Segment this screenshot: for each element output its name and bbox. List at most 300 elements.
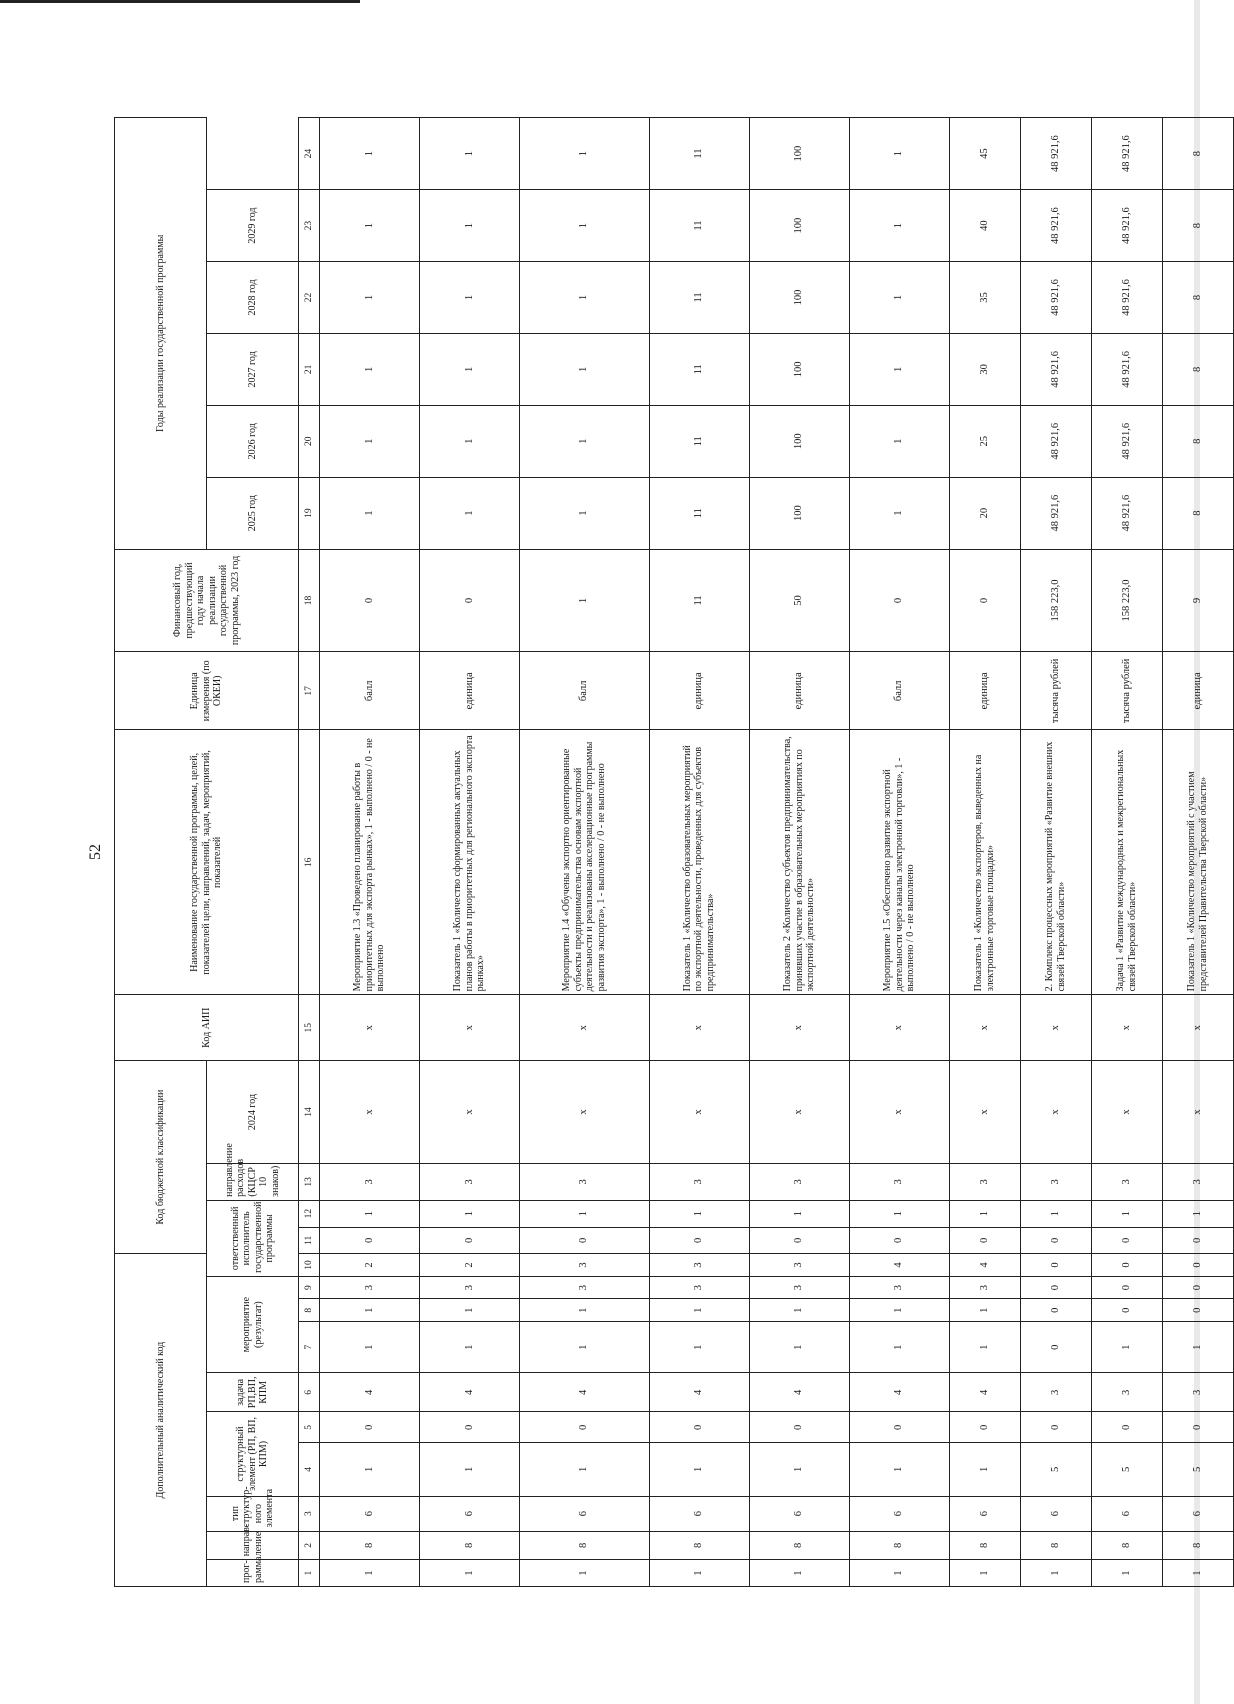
code-cell: 3 <box>520 1163 649 1200</box>
code-cell: 3 <box>1020 1373 1091 1412</box>
table-row <box>749 118 849 1587</box>
code-cell: 1 <box>520 1322 649 1373</box>
column-number: 20 <box>299 405 320 477</box>
column-number: 12 <box>299 1200 320 1227</box>
code-cell: 2 <box>320 1254 420 1277</box>
year-value: 48 921,6 <box>1091 333 1162 405</box>
header-struct-element: структурный элемент (РП, ВП, КПМ) <box>207 1412 299 1496</box>
year-value: 11 <box>649 405 749 477</box>
code-cell: 1 <box>1091 1200 1162 1227</box>
code-cell: 4 <box>849 1373 949 1412</box>
table-row <box>849 118 949 1587</box>
code-cell: 6 <box>1162 1496 1233 1531</box>
year-value: 1 <box>320 405 420 477</box>
code-cell: 0 <box>320 1412 420 1443</box>
code-cell: 0 <box>1020 1276 1091 1299</box>
code-cell: 1 <box>320 1443 420 1496</box>
year-value: 1 <box>320 190 420 262</box>
code-cell: 1 <box>520 1560 649 1587</box>
row-base-value: 0 <box>950 549 1021 652</box>
code-cell: 0 <box>520 1227 649 1254</box>
code-cell: 6 <box>649 1496 749 1531</box>
code-cell: 1 <box>1091 1560 1162 1587</box>
code-cell: 5 <box>1020 1443 1091 1496</box>
row-unit: балл <box>520 652 649 730</box>
code-cell: 1 <box>649 1322 749 1373</box>
year-value: 1 <box>520 333 649 405</box>
column-number: 24 <box>299 118 320 190</box>
year-value: 1 <box>520 262 649 334</box>
year-value: 1 <box>420 262 520 334</box>
year-value: 48 921,6 <box>1091 190 1162 262</box>
code-cell: 4 <box>320 1373 420 1412</box>
year-value: 11 <box>649 118 749 190</box>
code-cell: 1 <box>420 1443 520 1496</box>
code-cell: 0 <box>849 1227 949 1254</box>
year-value: 11 <box>649 190 749 262</box>
code-cell: 3 <box>1091 1163 1162 1200</box>
header-base-year: Финансовый год, предшествующий году начала реализации государственной программы, 2023 год <box>115 549 299 652</box>
row-unit: единица <box>420 652 520 730</box>
row-base-value: 0 <box>849 549 949 652</box>
code-cell: 1 <box>950 1322 1021 1373</box>
code-cell: 8 <box>649 1531 749 1560</box>
header-struct-type: тип структур-ного элемента <box>207 1496 299 1531</box>
code-cell: 1 <box>420 1560 520 1587</box>
year-value: 1 <box>520 118 649 190</box>
row-name: Задача 1 «Развитие международных и межрегиональных связей Тверской области» <box>1091 730 1162 995</box>
year-value: 1 <box>849 405 949 477</box>
column-number: 19 <box>299 477 320 549</box>
year-value: 1 <box>420 190 520 262</box>
column-number: 15 <box>299 995 320 1061</box>
code-cell: 1 <box>1162 1560 1233 1587</box>
year-value: 8 <box>1162 477 1233 549</box>
header-expense: направление расходов (КЦСР 10 знаков) <box>207 1163 299 1200</box>
row-name: Мероприятие 1.4 «Обучены экспортно ориентированные субъекты предпринимательства основам экспортной деятельности и реализованы акселерационные программы развития экспорта», 1 - выполнено / 0 - не выполнено <box>520 730 649 995</box>
code-cell: 1 <box>649 1200 749 1227</box>
code-cell: 1 <box>749 1200 849 1227</box>
code-cell: х <box>520 995 649 1061</box>
code-cell: 0 <box>1162 1276 1233 1299</box>
row-unit: единица <box>1162 652 1233 730</box>
header-year-2025: 2025 год <box>207 477 299 549</box>
year-value: 48 921,6 <box>1091 262 1162 334</box>
code-cell: 0 <box>1162 1227 1233 1254</box>
code-cell: 1 <box>320 1322 420 1373</box>
code-cell: 1 <box>520 1299 649 1322</box>
code-cell: 1 <box>950 1560 1021 1587</box>
table-row <box>420 118 520 1587</box>
row-base-value: 50 <box>749 549 849 652</box>
code-cell: 1 <box>320 1560 420 1587</box>
column-number: 17 <box>299 652 320 730</box>
column-number: 11 <box>299 1227 320 1254</box>
year-value: 35 <box>950 262 1021 334</box>
code-cell: 0 <box>950 1227 1021 1254</box>
code-cell: 0 <box>1162 1299 1233 1322</box>
table-row <box>1020 118 1091 1587</box>
header-year-2027: 2027 год <box>207 333 299 405</box>
year-value: 48 921,6 <box>1091 405 1162 477</box>
row-base-value: 11 <box>649 549 749 652</box>
code-cell: 6 <box>1020 1496 1091 1531</box>
code-cell: 2 <box>420 1254 520 1277</box>
header-direction: направ-ление <box>207 1531 299 1560</box>
code-cell: 3 <box>1020 1163 1091 1200</box>
code-cell: 3 <box>1162 1373 1233 1412</box>
year-value: 100 <box>749 333 849 405</box>
code-cell: 4 <box>849 1254 949 1277</box>
year-value: 1 <box>849 262 949 334</box>
code-cell: 0 <box>320 1227 420 1254</box>
column-number: 21 <box>299 333 320 405</box>
year-value: 1 <box>520 405 649 477</box>
column-number: 23 <box>299 190 320 262</box>
year-value: 1 <box>320 262 420 334</box>
column-number: 3 <box>299 1496 320 1531</box>
year-value: 100 <box>749 477 849 549</box>
header-aip: Код АИП <box>115 995 299 1061</box>
year-value: 48 921,6 <box>1020 262 1091 334</box>
year-value: 100 <box>749 190 849 262</box>
year-value: 11 <box>649 262 749 334</box>
table-row <box>649 118 749 1587</box>
code-cell: 6 <box>320 1496 420 1531</box>
row-name: Показатель 1 «Количество экспортеров, выведенных на электронные торговые площадки» <box>950 730 1021 995</box>
code-cell: 8 <box>520 1531 649 1560</box>
row-unit: единица <box>649 652 749 730</box>
code-cell: х <box>649 995 749 1061</box>
year-value: 25 <box>950 405 1021 477</box>
code-cell: 0 <box>1091 1276 1162 1299</box>
year-value: 1 <box>420 118 520 190</box>
row-unit: балл <box>849 652 949 730</box>
code-cell: 3 <box>649 1163 749 1200</box>
code-cell: 5 <box>1091 1443 1162 1496</box>
program-budget-table <box>114 117 1234 1587</box>
year-value: 1 <box>849 333 949 405</box>
code-cell: 4 <box>420 1373 520 1412</box>
year-value: 1 <box>420 333 520 405</box>
row-base-value: 0 <box>420 549 520 652</box>
rotated-table-wrapper <box>114 117 1234 1587</box>
code-cell: 1 <box>849 1560 949 1587</box>
code-cell: 0 <box>1091 1227 1162 1254</box>
row-name: Мероприятие 1.3 «Проведено планирование работы в приоритетных для экспорта рынках», 1 - выполнено / 0 - не выполнено <box>320 730 420 995</box>
year-value: 8 <box>1162 333 1233 405</box>
year-value: 40 <box>950 190 1021 262</box>
code-cell: 4 <box>950 1254 1021 1277</box>
row-base-value: 158 223,0 <box>1020 549 1091 652</box>
code-cell: 8 <box>420 1531 520 1560</box>
code-cell: х <box>1020 995 1091 1061</box>
header-name: Наименование государственной программы, целей, показателей цели, направлений, задач, мероприятий, показателей <box>115 730 299 995</box>
code-cell: 1 <box>649 1299 749 1322</box>
row-base-value: 9 <box>1162 549 1233 652</box>
code-cell: 1 <box>1162 1322 1233 1373</box>
year-value: 1 <box>320 333 420 405</box>
code-cell: 0 <box>849 1412 949 1443</box>
code-cell: х <box>1162 995 1233 1061</box>
header-years-group: Годы реализации государственной программы <box>115 118 207 550</box>
code-cell: х <box>1020 1061 1091 1164</box>
row-unit: тысяча рублей <box>1091 652 1162 730</box>
header-budget-code: Код бюджетной классификации <box>115 1061 207 1254</box>
table-row <box>1091 118 1162 1587</box>
code-cell: 0 <box>1020 1322 1091 1373</box>
year-value: 8 <box>1162 118 1233 190</box>
year-value: 8 <box>1162 405 1233 477</box>
code-cell: 3 <box>1091 1373 1162 1412</box>
row-unit: балл <box>320 652 420 730</box>
column-number: 16 <box>299 730 320 995</box>
year-value: 1 <box>320 118 420 190</box>
column-number: 8 <box>299 1299 320 1322</box>
year-value: 1 <box>420 405 520 477</box>
code-cell: х <box>420 995 520 1061</box>
code-cell: 0 <box>1091 1299 1162 1322</box>
year-value: 1 <box>420 477 520 549</box>
year-value: 48 921,6 <box>1091 477 1162 549</box>
year-value: 48 921,6 <box>1091 118 1162 190</box>
code-cell: 1 <box>1091 1322 1162 1373</box>
column-number: 6 <box>299 1373 320 1412</box>
year-value: 11 <box>649 333 749 405</box>
code-cell: 0 <box>1162 1412 1233 1443</box>
year-value: 11 <box>649 477 749 549</box>
code-cell: 6 <box>520 1496 649 1531</box>
year-value: 1 <box>849 190 949 262</box>
code-cell: 0 <box>420 1227 520 1254</box>
year-value: 1 <box>520 190 649 262</box>
year-value: 48 921,6 <box>1020 477 1091 549</box>
code-cell: 3 <box>320 1163 420 1200</box>
scan-edge-top <box>0 0 360 3</box>
column-number: 14 <box>299 1061 320 1164</box>
code-cell: 1 <box>649 1560 749 1587</box>
code-cell: 0 <box>649 1227 749 1254</box>
table-row <box>320 118 420 1587</box>
header-year-2029: 2029 год <box>207 190 299 262</box>
code-cell: 0 <box>520 1412 649 1443</box>
code-cell: 6 <box>1091 1496 1162 1531</box>
code-cell: 4 <box>520 1373 649 1412</box>
year-value: 1 <box>520 477 649 549</box>
code-cell: 1 <box>1020 1200 1091 1227</box>
code-cell: 8 <box>749 1531 849 1560</box>
code-cell: 1 <box>849 1299 949 1322</box>
header-task: задача РП,ВП, КПМ <box>207 1373 299 1412</box>
code-cell: 3 <box>749 1276 849 1299</box>
table-row <box>1162 118 1233 1587</box>
column-number: 22 <box>299 262 320 334</box>
code-cell: 1 <box>849 1443 949 1496</box>
column-number: 1 <box>299 1560 320 1587</box>
year-value: 45 <box>950 118 1021 190</box>
code-cell: 1 <box>649 1443 749 1496</box>
code-cell: х <box>1162 1061 1233 1164</box>
code-cell: 0 <box>1091 1412 1162 1443</box>
code-cell: х <box>950 995 1021 1061</box>
code-cell: 1 <box>1162 1200 1233 1227</box>
code-cell: 3 <box>849 1276 949 1299</box>
code-cell: 1 <box>420 1200 520 1227</box>
year-value: 48 921,6 <box>1020 333 1091 405</box>
year-value: 48 921,6 <box>1020 405 1091 477</box>
row-unit: тысяча рублей <box>1020 652 1091 730</box>
code-cell: х <box>1091 1061 1162 1164</box>
code-cell: 1 <box>950 1443 1021 1496</box>
code-cell: 3 <box>1162 1163 1233 1200</box>
code-cell: 8 <box>1020 1531 1091 1560</box>
code-cell: 4 <box>950 1373 1021 1412</box>
code-cell: 5 <box>1162 1443 1233 1496</box>
row-unit: единица <box>749 652 849 730</box>
code-cell: 4 <box>649 1373 749 1412</box>
year-value: 100 <box>749 405 849 477</box>
code-cell: 1 <box>320 1200 420 1227</box>
column-number: 4 <box>299 1443 320 1496</box>
code-cell: 3 <box>649 1276 749 1299</box>
code-cell: 8 <box>1091 1531 1162 1560</box>
code-cell: 3 <box>950 1163 1021 1200</box>
year-value: 8 <box>1162 190 1233 262</box>
code-cell: 1 <box>520 1443 649 1496</box>
code-cell: 3 <box>950 1276 1021 1299</box>
row-unit: единица <box>950 652 1021 730</box>
code-cell: 0 <box>1091 1254 1162 1277</box>
code-cell: х <box>749 995 849 1061</box>
column-number: 7 <box>299 1322 320 1373</box>
code-cell: х <box>849 1061 949 1164</box>
code-cell: 3 <box>520 1254 649 1277</box>
code-cell: 1 <box>320 1299 420 1322</box>
header-dop-code: Дополнительный аналитический код <box>115 1254 207 1587</box>
code-cell: 6 <box>749 1496 849 1531</box>
code-cell: 1 <box>749 1560 849 1587</box>
row-base-value: 158 223,0 <box>1091 549 1162 652</box>
code-cell: х <box>649 1061 749 1164</box>
column-number: 13 <box>299 1163 320 1200</box>
header-executor: ответственный исполнитель государственной программы <box>207 1200 299 1276</box>
code-cell: 1 <box>420 1299 520 1322</box>
code-cell: 6 <box>420 1496 520 1531</box>
year-value: 1 <box>320 477 420 549</box>
code-cell: х <box>520 1061 649 1164</box>
header-event: мероприятие (результат) <box>207 1276 299 1373</box>
code-cell: 1 <box>950 1299 1021 1322</box>
code-cell: 0 <box>950 1412 1021 1443</box>
code-cell: 3 <box>749 1163 849 1200</box>
code-cell: х <box>1091 995 1162 1061</box>
code-cell: 1 <box>1020 1560 1091 1587</box>
code-cell: 3 <box>420 1163 520 1200</box>
year-value: 30 <box>950 333 1021 405</box>
column-numbers-row <box>299 118 320 1587</box>
column-number: 10 <box>299 1254 320 1277</box>
year-value: 100 <box>749 262 849 334</box>
code-cell: 0 <box>649 1412 749 1443</box>
header-year-2026: 2026 год <box>207 405 299 477</box>
row-base-value: 0 <box>320 549 420 652</box>
code-cell: 3 <box>649 1254 749 1277</box>
code-cell: 0 <box>1162 1254 1233 1277</box>
code-cell: 1 <box>749 1443 849 1496</box>
row-name: Показатель 1 «Количество сформированных актуальных планов работы в приоритетных для регионального экспорта рынках» <box>420 730 520 995</box>
year-value: 1 <box>849 118 949 190</box>
code-cell: 1 <box>749 1322 849 1373</box>
header-unit: Единица измерения (по ОКЕИ) <box>115 652 299 730</box>
code-cell: 8 <box>849 1531 949 1560</box>
row-name: Мероприятие 1.5 «Обеспечено развитие экспортной деятельности через каналы электронной торговли», 1 - выполнено / 0 - не выполнено <box>849 730 949 995</box>
header-program: прог-рамма <box>207 1560 299 1587</box>
code-cell: 0 <box>1020 1254 1091 1277</box>
column-number: 5 <box>299 1412 320 1443</box>
code-cell: 8 <box>320 1531 420 1560</box>
year-value: 48 921,6 <box>1020 190 1091 262</box>
code-cell: х <box>849 995 949 1061</box>
column-number: 18 <box>299 549 320 652</box>
code-cell: х <box>749 1061 849 1164</box>
code-cell: 0 <box>749 1227 849 1254</box>
code-cell: 0 <box>420 1412 520 1443</box>
code-cell: 3 <box>520 1276 649 1299</box>
table-row <box>520 118 649 1587</box>
code-cell: 1 <box>520 1200 649 1227</box>
row-name: Показатель 1 «Количество образовательных мероприятий по экспортной деятельности, проведенных для субъектов предпринимательства» <box>649 730 749 995</box>
column-number: 9 <box>299 1276 320 1299</box>
code-cell: 1 <box>849 1322 949 1373</box>
table-body <box>299 118 1234 1587</box>
code-cell: х <box>320 1061 420 1164</box>
code-cell: 3 <box>749 1254 849 1277</box>
code-cell: 1 <box>749 1299 849 1322</box>
code-cell: х <box>950 1061 1021 1164</box>
row-base-value: 1 <box>520 549 649 652</box>
column-number: 2 <box>299 1531 320 1560</box>
header-year-2024: 2024 год <box>207 1061 299 1164</box>
row-name: Показатель 1 «Количество мероприятий с участием представителей Правительства Тверской области» <box>1162 730 1233 995</box>
code-cell: 8 <box>1162 1531 1233 1560</box>
code-cell: 4 <box>749 1373 849 1412</box>
year-value: 1 <box>849 477 949 549</box>
row-name: Показатель 2 «Количество субъектов предпринимательства, принявших участие в образовательных мероприятиях по экспортной деятельности» <box>749 730 849 995</box>
code-cell: 1 <box>420 1322 520 1373</box>
code-cell: 3 <box>849 1163 949 1200</box>
code-cell: 8 <box>950 1531 1021 1560</box>
code-cell: 1 <box>950 1200 1021 1227</box>
code-cell: 3 <box>420 1276 520 1299</box>
year-value: 100 <box>749 118 849 190</box>
code-cell: 1 <box>849 1200 949 1227</box>
page-number: 52 <box>87 844 104 860</box>
code-cell: х <box>320 995 420 1061</box>
year-value: 20 <box>950 477 1021 549</box>
code-cell: х <box>420 1061 520 1164</box>
code-cell: 0 <box>1020 1227 1091 1254</box>
code-cell: 0 <box>749 1412 849 1443</box>
code-cell: 6 <box>950 1496 1021 1531</box>
code-cell: 3 <box>320 1276 420 1299</box>
code-cell: 0 <box>1020 1299 1091 1322</box>
header-year-2028: 2028 год <box>207 262 299 334</box>
table-row <box>950 118 1021 1587</box>
year-value: 48 921,6 <box>1020 118 1091 190</box>
code-cell: 0 <box>1020 1412 1091 1443</box>
year-value: 8 <box>1162 262 1233 334</box>
row-name: 2. Комплекс процессных мероприятий «Развитие внешних связей Тверской области» <box>1020 730 1091 995</box>
